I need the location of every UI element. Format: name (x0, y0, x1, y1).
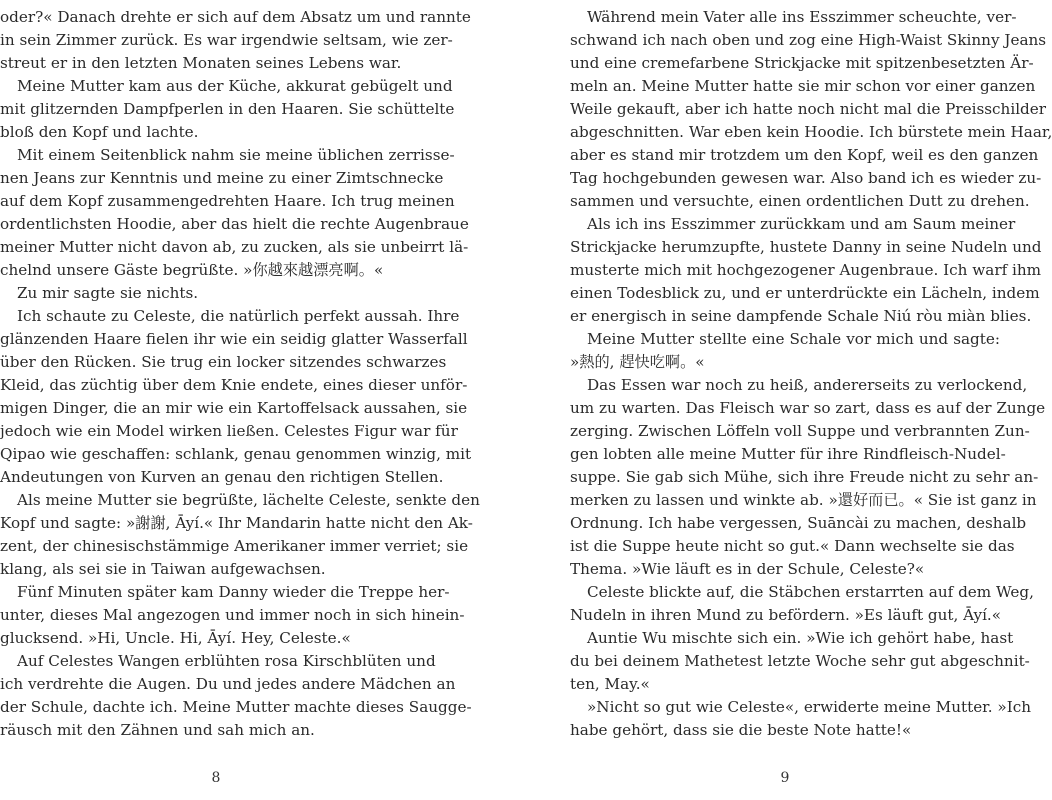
text-line: Celeste blickte auf, die Stäbchen erstarrten auf dem Weg, (587, 583, 1034, 601)
text-line: chelnd unsere Gäste begrüßte. »你越來越漂亮啊。« (0, 261, 384, 279)
text-line: Qipao wie geschaffen: schlank, genau genommen winzig, mit (0, 445, 472, 463)
text-line: jedoch wie ein Model wirken ließen. Celestes Figur war für (0, 422, 458, 440)
text-line: ich verdrehte die Augen. Du und jedes andere Mädchen an (0, 675, 456, 693)
text-line: Auf Celestes Wangen erblühten rosa Kirschblüten und (17, 652, 436, 670)
text-line: meln an. Meine Mutter hatte sie mir schon vor einer ganzen (570, 77, 1036, 95)
text-line: klang, als sei sie in Taiwan aufgewachsen. (0, 560, 326, 578)
text-line: ist die Suppe heute nicht so gut.« Dann wechselte sie das (570, 537, 1015, 555)
text-line: Tag hochgebunden gewesen war. Also band ich es wieder zu- (570, 169, 1042, 187)
text-line: migen Dinger, die an mir wie ein Kartoffelsack aussahen, sie (0, 399, 468, 417)
left-page (0, 0, 480, 800)
text-line: gen lobten alle meine Mutter für ihre Rindfleisch-Nudel- (570, 445, 1006, 463)
text-line: und eine cremefarbene Strickjacke mit spitzenbesetzten Är- (570, 54, 1034, 72)
text-line: merken zu lassen und winkte ab. »還好而已。« Sie ist ganz in (570, 491, 1037, 509)
text-line: zerging. Zwischen Löffeln voll Suppe und verbrannten Zun- (570, 422, 1030, 440)
text-line: oder?« Danach drehte er sich auf dem Absatz um und rannte (0, 8, 471, 26)
text-line: einen Todesblick zu, und er unterdrückte ein Lächeln, indem (570, 284, 1040, 302)
text-line: Andeutungen von Kurven an genau den richtigen Stellen. (0, 468, 444, 486)
left-page-text (0, 6, 480, 742)
text-line: er energisch in seine dampfende Schale Niú ròu miàn blies. (570, 307, 1032, 325)
text-line: über den Rücken. Sie trug ein locker sitzendes schwarzes (0, 353, 447, 371)
text-line: Fünf Minuten später kam Danny wieder die Treppe her- (17, 583, 450, 601)
page-number: 8 (211, 770, 221, 786)
text-line: musterte mich mit hochgezogener Augenbraue. Ich warf ihm (570, 261, 1042, 279)
text-line: Zu mir sagte sie nichts. (17, 284, 199, 302)
text-line: Mit einem Seitenblick nahm sie meine üblichen zerrisse- (17, 146, 455, 164)
text-line: Kleid, das züchtig über dem Knie endete, eines dieser unför- (0, 376, 468, 394)
text-line: bloß den Kopf und lachte. (0, 123, 199, 141)
text-line: nen Jeans zur Kenntnis und meine zu einer Zimtschnecke (0, 169, 444, 187)
right-page (570, 0, 1052, 800)
text-line: »Nicht so gut wie Celeste«, erwiderte meine Mutter. »Ich (587, 698, 1032, 716)
text-line: um zu warten. Das Fleisch war so zart, dass es auf der Zunge (570, 399, 1046, 417)
text-line: ordentlichsten Hoodie, aber das hielt die rechte Augenbraue (0, 215, 469, 233)
text-line: Ordnung. Ich habe vergessen, Suāncài zu machen, deshalb (570, 514, 1027, 532)
text-line: Thema. »Wie läuft es in der Schule, Celeste?« (570, 560, 925, 578)
text-line: Nudeln in ihren Mund zu befördern. »Es läuft gut, Āyí.« (570, 606, 1002, 624)
text-line: sammen und versuchte, einen ordentlichen Dutt zu drehen. (570, 192, 1030, 210)
text-line: mit glitzernden Dampfperlen in den Haaren. Sie schüttelte (0, 100, 455, 118)
text-line: unter, dieses Mal angezogen und immer noch in sich hinein- (0, 606, 465, 624)
text-line: Meine Mutter stellte eine Schale vor mich und sagte: (587, 330, 1000, 348)
text-line: du bei deinem Mathetest letzte Woche sehr gut abgeschnit- (570, 652, 1030, 670)
text-line: Als ich ins Esszimmer zurückkam und am Saum meiner (587, 215, 1016, 233)
text-line: Während mein Vater alle ins Esszimmer scheuchte, ver- (587, 8, 1017, 26)
text-line: Kopf und sagte: »謝謝, Āyí.« Ihr Mandarin hatte nicht den Ak- (0, 514, 473, 532)
text-line: meiner Mutter nicht davon ab, zu zucken, als sie unbeirrt lä- (0, 238, 469, 256)
text-line: aber es stand mir trotzdem um den Kopf, weil es den ganzen (570, 146, 1039, 164)
text-line: Meine Mutter kam aus der Küche, akkurat gebügelt und (17, 77, 453, 95)
text-line: abgeschnitten. War eben kein Hoodie. Ich bürstete mein Haar, (570, 123, 1052, 141)
text-line: auf dem Kopf zusammengedrehten Haare. Ich trug meinen (0, 192, 455, 210)
text-line: schwand ich nach oben und zog eine High-Waist Skinny Jeans (570, 31, 1047, 49)
text-line: Weile gekauft, aber ich hatte noch nicht mal die Preisschilder (570, 100, 1047, 118)
text-line: ten, May.« (570, 675, 650, 693)
text-line: Ich schaute zu Celeste, die natürlich perfekt aussah. Ihre (17, 307, 460, 325)
text-line: suppe. Sie gab sich Mühe, sich ihre Freude nicht zu sehr an- (570, 468, 1039, 486)
text-line: zent, der chinesischstämmige Amerikaner immer verriet; sie (0, 537, 469, 555)
text-line: räusch mit den Zähnen und sah mich an. (0, 721, 315, 739)
text-line: der Schule, dachte ich. Meine Mutter machte dieses Saugge- (0, 698, 472, 716)
text-line: Strickjacke herumzupfte, hustete Danny in seine Nudeln und (570, 238, 1042, 256)
text-line: Auntie Wu mischte sich ein. »Wie ich gehört habe, hast (587, 629, 1014, 647)
text-line: streut er in den letzten Monaten seines Lebens war. (0, 54, 402, 72)
text-line: glänzenden Haare fielen ihr wie ein seidig glatter Wasserfall (0, 330, 468, 348)
text-line: Als meine Mutter sie begrüßte, lächelte Celeste, senkte den (17, 491, 480, 509)
text-line: »熱的, 趕快吃啊。« (570, 353, 705, 371)
right-page-text (570, 6, 1052, 742)
text-line: habe gehört, dass sie die beste Note hatte!« (570, 721, 912, 739)
page-number: 9 (780, 770, 790, 786)
text-line: glucksend. »Hi, Uncle. Hi, Āyí. Hey, Celeste.« (0, 629, 351, 647)
text-line: in sein Zimmer zurück. Es war irgendwie seltsam, wie zer- (0, 31, 453, 49)
text-line: Das Essen war noch zu heiß, andererseits zu verlockend, (587, 376, 1028, 394)
